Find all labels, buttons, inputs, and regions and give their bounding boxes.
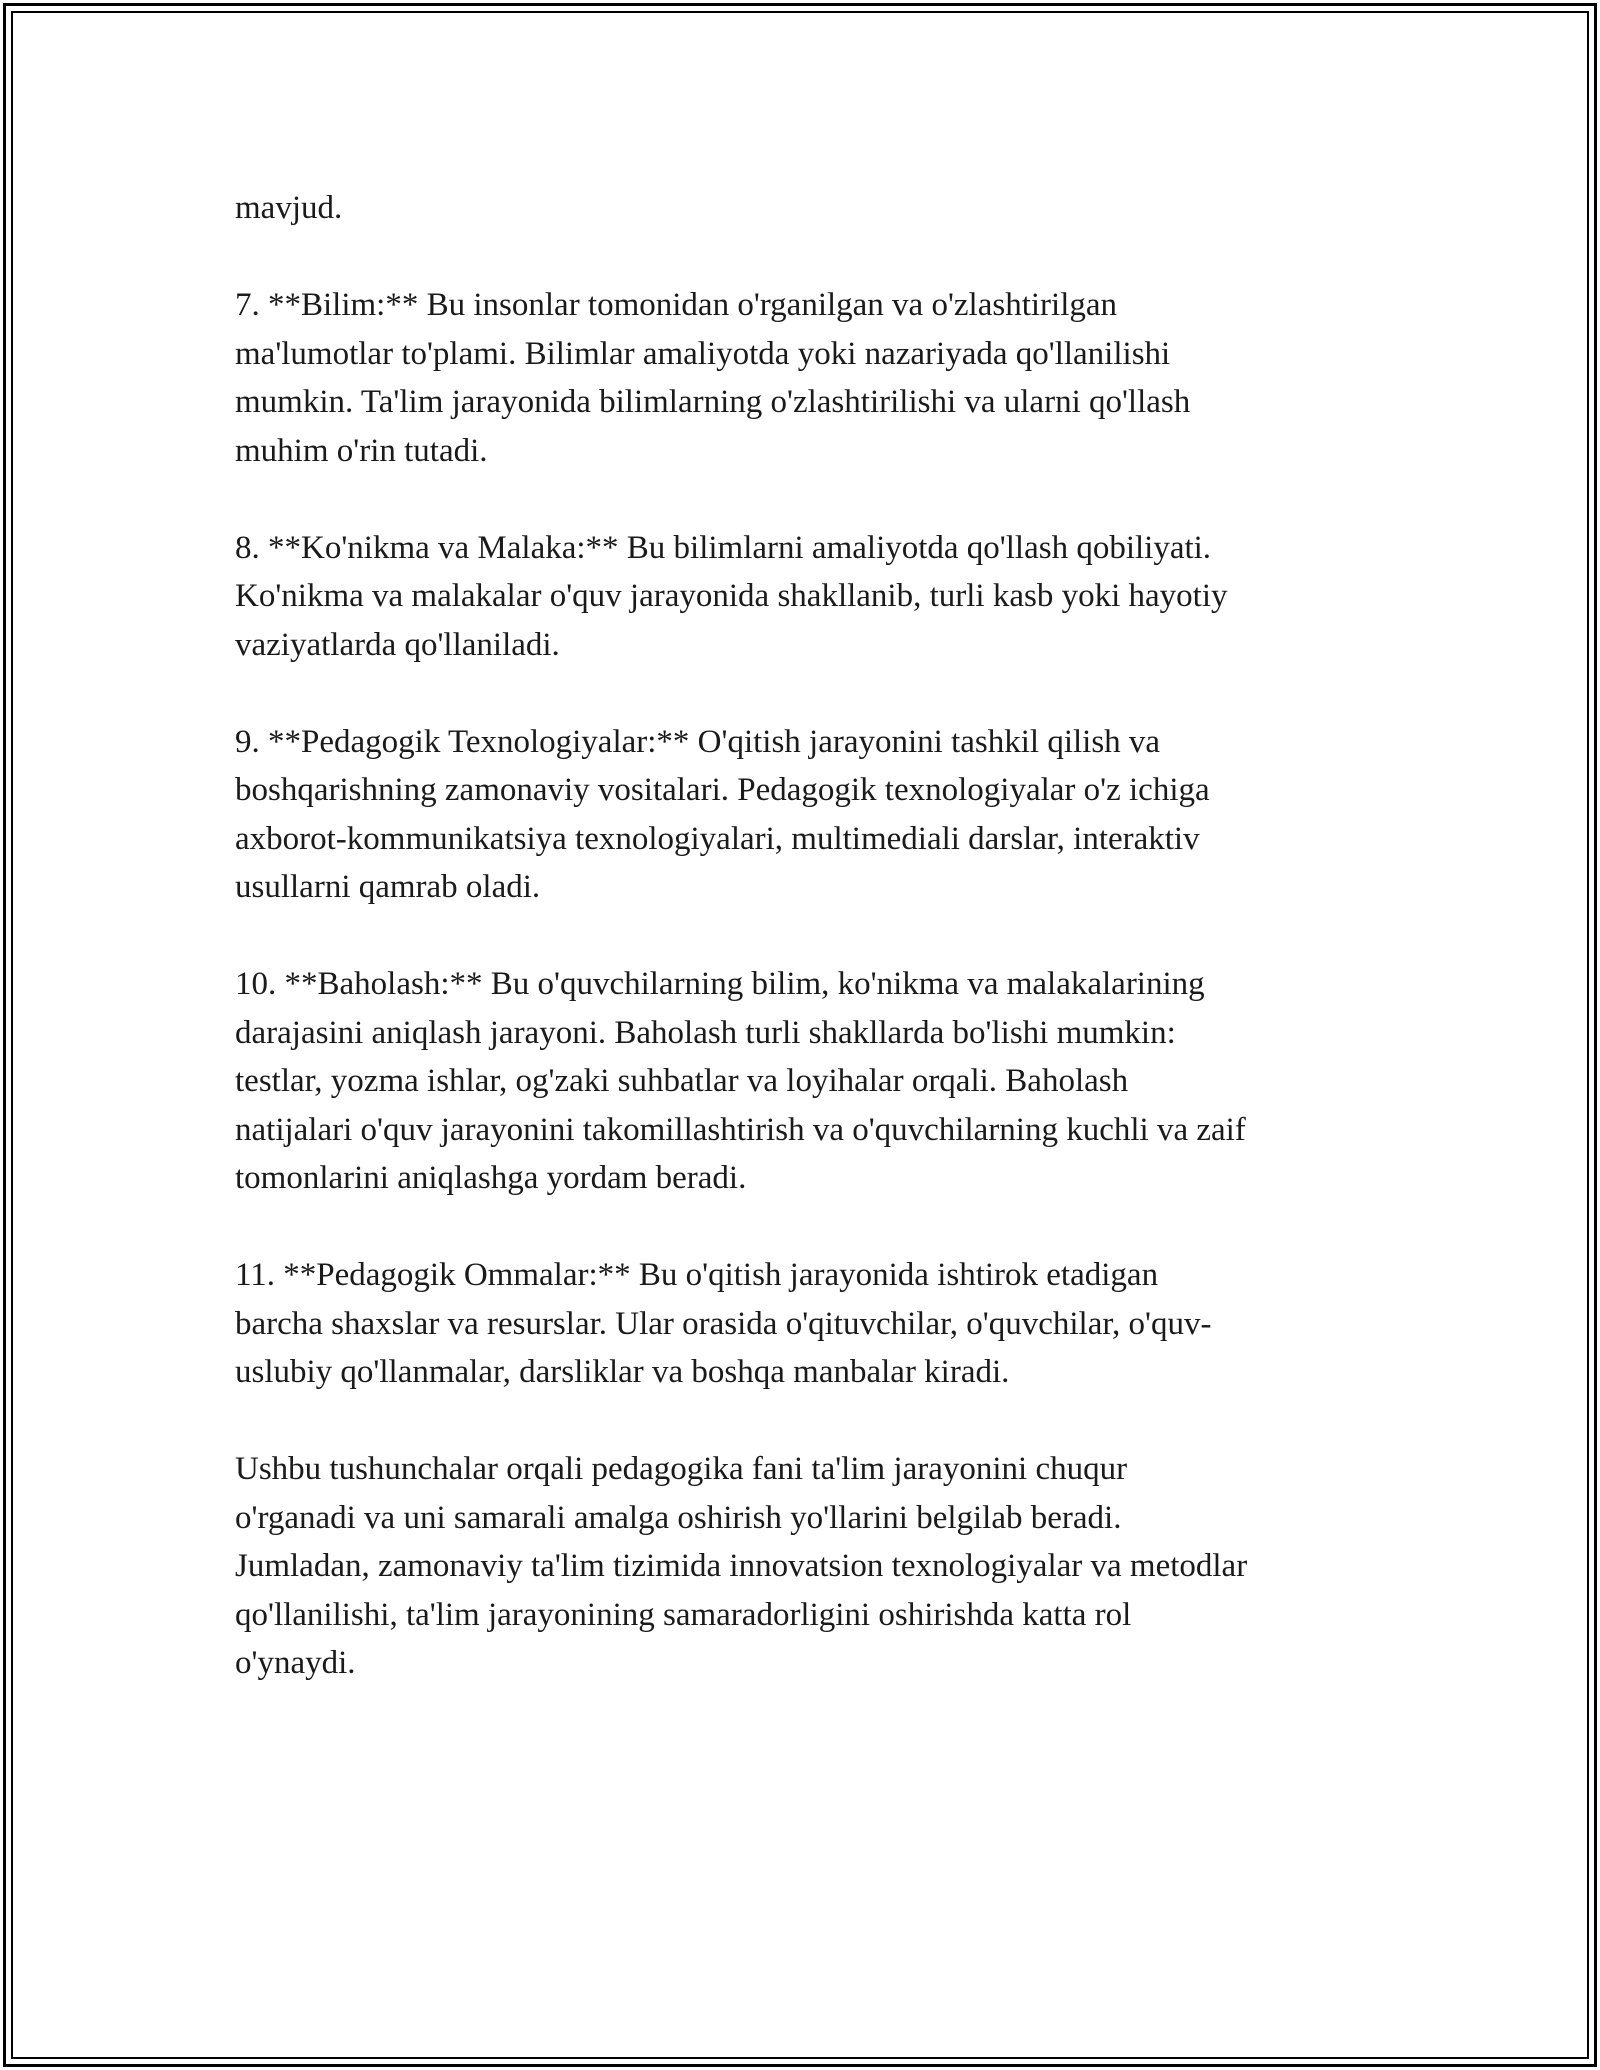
text-line: mumkin. Ta'lim jarayonida bilimlarning o'zlashtirilishi va ularni qo'llash	[235, 384, 1191, 420]
text-line: Ushbu tushunchalar orqali pedagogika fani ta'lim jarayonini chuqur	[235, 1451, 1128, 1487]
paragraph-item-7-bilim	[235, 281, 1365, 475]
text-line: mavjud.	[235, 190, 343, 226]
text-line: boshqarishning zamonaviy vositalari. Pedagogik texnologiyalar o'z ichiga	[235, 772, 1210, 808]
paragraph-item-10-baholash	[235, 960, 1365, 1203]
text-line: qo'llanilishi, ta'lim jarayonining samaradorligini oshirishda katta rol	[235, 1596, 1132, 1633]
text-line: barcha shaxslar va resurslar. Ular orasida o'qituvchilar, o'quvchilar, o'quv-	[235, 1305, 1212, 1342]
text-line: 11. **Pedagogik Ommalar:** Bu o'qitish jarayonida ishtirok etadigan	[235, 1257, 1159, 1293]
text-line: tomonlarini aniqlashga yordam beradi.	[235, 1160, 747, 1196]
text-line: testlar, yozma ishlar, og'zaki suhbatlar va loyihalar orqali. Baholash	[235, 1063, 1129, 1099]
text-line: darajasini aniqlash jarayoni. Baholash turli shakllarda bo'lishi mumkin:	[235, 1014, 1176, 1051]
paragraph-item-11-ommalar	[235, 1251, 1365, 1397]
text-line: o'ynaydi.	[235, 1645, 356, 1681]
paragraph-conclusion	[235, 1445, 1365, 1688]
text-line: Jumladan, zamonaviy ta'lim tizimida innovatsion texnologiyalar va metodlar	[235, 1548, 1248, 1584]
text-line: o'rganadi va uni samarali amalga oshirish yo'llarini belgilab beradi.	[235, 1499, 1122, 1536]
text-line: 9. **Pedagogik Texnologiyalar:** O'qitish jarayonini tashkil qilish va	[235, 723, 1161, 760]
paragraph-item-8-konikma	[235, 524, 1365, 670]
text-line: uslubiy qo'llanmalar, darsliklar va boshqa manbalar kiradi.	[235, 1354, 1010, 1390]
text-line: ma'lumotlar to'plami. Bilimlar amaliyotda yoki nazariyada qo'llanilishi	[235, 335, 1171, 372]
text-line: muhim o'rin tutadi.	[235, 432, 488, 469]
text-line: vaziyatlarda qo'llaniladi.	[235, 626, 560, 663]
text-line: usullarni qamrab oladi.	[235, 869, 541, 905]
text-line: axborot-kommunikatsiya texnologiyalari, multimediali darslar, interaktiv	[235, 820, 1200, 857]
paragraph-item-9-texnologiyalar	[235, 718, 1365, 912]
text-line: 7. **Bilim:** Bu insonlar tomonidan o'rganilgan va o'zlashtirilgan	[235, 287, 1118, 323]
text-line: natijalari o'quv jarayonini takomillashtirish va o'quvchilarning kuchli va zaif	[235, 1111, 1246, 1148]
document-body	[235, 184, 1365, 1736]
paragraph-continuation	[235, 184, 1365, 233]
text-line: 10. **Baholash:** Bu o'quvchilarning bilim, ko'nikma va malakalarining	[235, 966, 1205, 1002]
text-line: Ko'nikma va malakalar o'quv jarayonida shakllanib, turli kasb yoki hayotiy	[235, 578, 1228, 614]
text-line: 8. **Ko'nikma va Malaka:** Bu bilimlarni amaliyotda qo'llash qobiliyati.	[235, 529, 1212, 566]
